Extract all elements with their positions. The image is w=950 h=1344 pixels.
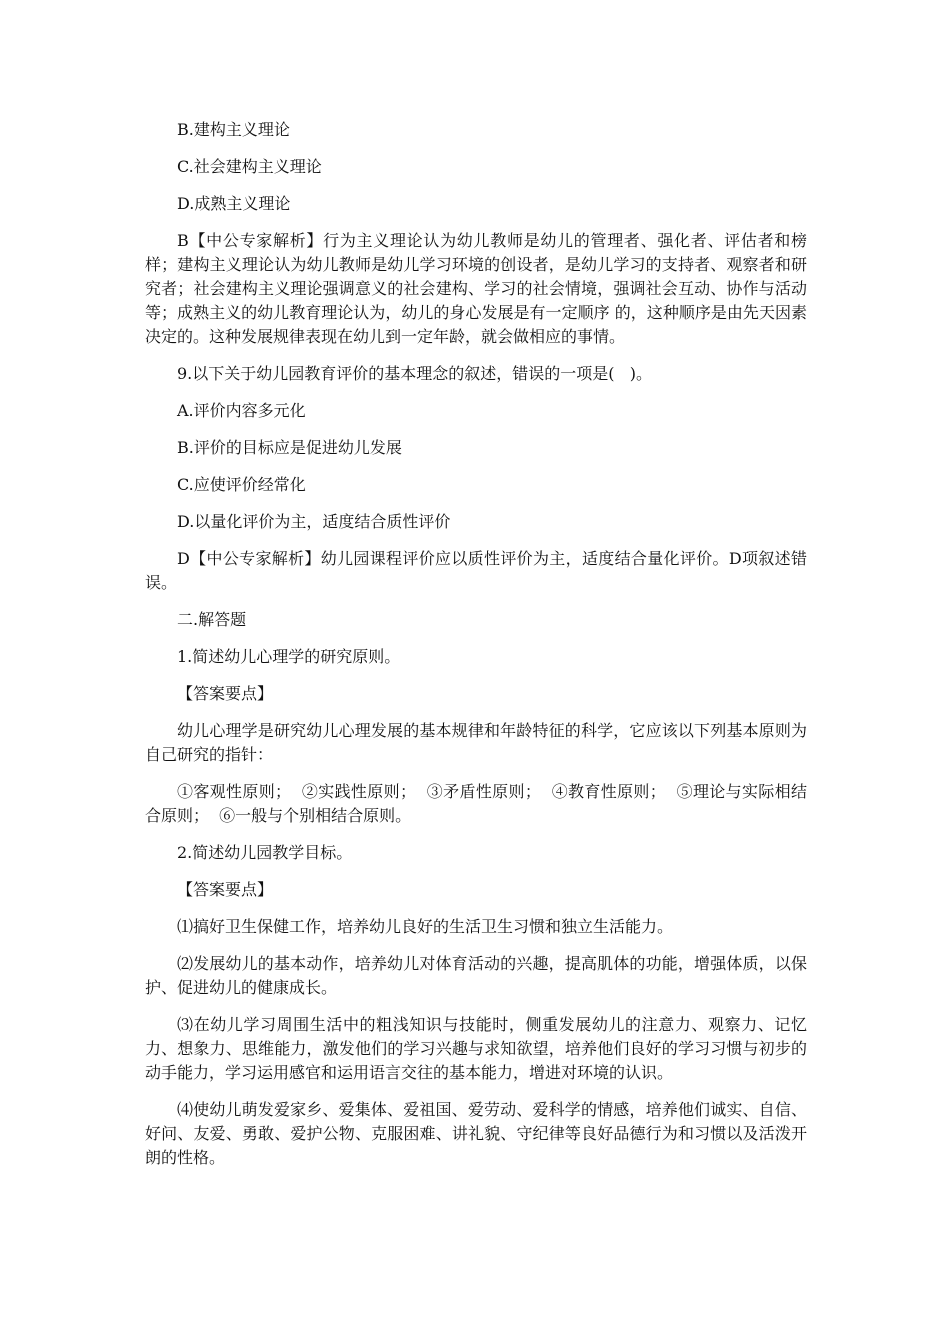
answer-key-label-2: 【答案要点】 <box>177 880 274 899</box>
goal-item-4: ⑷使幼儿萌发爱家乡、爱集体、爱祖国、爱劳动、爱科学的情感，培养他们诚实、自信、好问、友爱、勇敢、爱护公物、克服困难、讲礼貌、守纪律等良好品德行为和习惯以及活泼开朗的性格。 <box>145 1100 807 1167</box>
section-heading-short-answer: 二.解答题 <box>177 610 247 629</box>
question-9-analysis: D【中公专家解析】幼儿园课程评价应以质性评价为主，适度结合量化评价。D项叙述错误。 <box>145 549 807 592</box>
question-9-option-d: D.以量化评价为主，适度结合质性评价 <box>177 512 451 531</box>
question-9-option-a: A.评价内容多元化 <box>177 401 306 420</box>
short-answer-1-intro: 幼儿心理学是研究幼儿心理发展的基本规律和年龄特征的科学，它应该以下列基本原则为自己研究的指针： <box>145 721 807 764</box>
option-c-social-constructivism: C.社会建构主义理论 <box>177 157 322 176</box>
short-answer-1-principles: ①客观性原则； ②实践性原则； ③矛盾性原则； ④教育性原则； ⑤理论与实际相结合原则； ⑥一般与个别相结合原则。 <box>145 782 807 825</box>
question-9-option-b: B.评价的目标应是促进幼儿发展 <box>177 438 402 457</box>
goal-item-2: ⑵发展幼儿的基本动作，培养幼儿对体育活动的兴趣，提高肌体的功能，增强体质，以保护、促进幼儿的健康成长。 <box>145 954 807 997</box>
question-9-option-c: C.应使评价经常化 <box>177 475 306 494</box>
question-8-analysis: B【中公专家解析】行为主义理论认为幼儿教师是幼儿的管理者、强化者、评估者和榜样；建构主义理论认为幼儿教师是幼儿学习环境的创设者，是幼儿学习的支持者、观察者和研究者；社会建构主义理论强调意义的社会建构、学习的社会情境，强调社会互动、协作与活动等；成熟主义的幼儿教育理论认为，幼儿的身心发展是有一定顺序 的，这种顺序是由先天因素决定的。这种发展规律表现在幼儿到一定年龄，就会做相应的事情。 <box>145 231 807 346</box>
document-page <box>145 118 807 1183</box>
short-answer-1-stem: 1.简述幼儿心理学的研究原则。 <box>177 647 401 666</box>
short-answer-2-stem: 2.简述幼儿园教学目标。 <box>177 843 353 862</box>
goal-item-3: ⑶在幼儿学习周围生活中的粗浅知识与技能时，侧重发展幼儿的注意力、观察力、记忆力、想象力、思维能力，激发他们的学习兴趣与求知欲望，培养他们良好的学习习惯与初步的动手能力，学习运用感官和运用语言交往的基本能力，增进对环境的认识。 <box>145 1015 807 1082</box>
option-d-maturationism: D.成熟主义理论 <box>177 194 291 213</box>
goal-item-1: ⑴搞好卫生保健工作，培养幼儿良好的生活卫生习惯和独立生活能力。 <box>177 917 674 936</box>
question-9-stem: 9.以下关于幼儿园教育评价的基本理念的叙述，错误的一项是( )。 <box>177 364 653 383</box>
answer-key-label-1: 【答案要点】 <box>177 684 274 703</box>
option-b-constructivism: B.建构主义理论 <box>177 120 290 139</box>
